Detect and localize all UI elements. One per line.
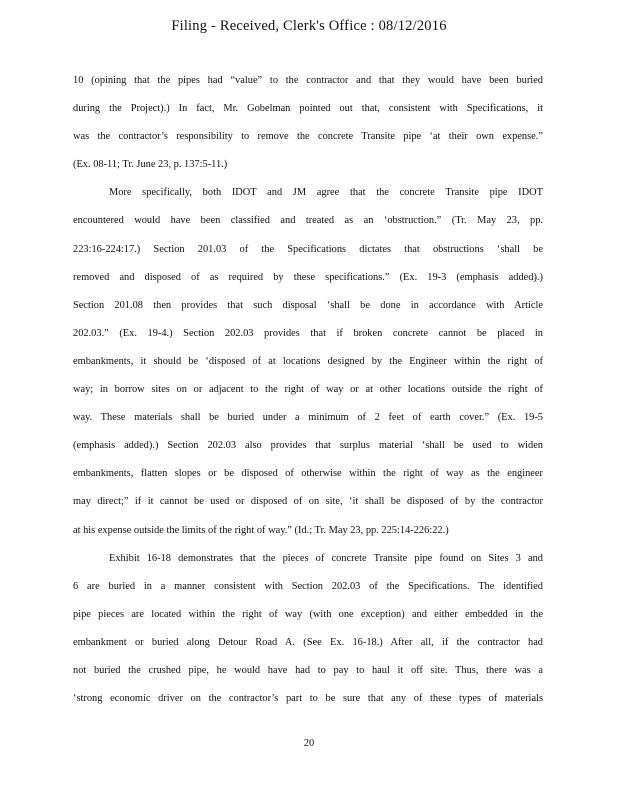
text-line: (emphasis added).) Section 202.03 also provides that surplus material ‘shall be used to widen [73,440,543,452]
text-line: embankment or buried along Detour Road A. (See Ex. 16-18.) After all, if the contractor had [73,636,543,648]
document-body [73,67,543,713]
text-line: during the Project).) In fact, Mr. Gobelman pointed out that, consistent with Specifications, it [73,103,543,115]
text-line: 202.03.” (Ex. 19-4.) Section 202.03 provides that if broken concrete cannot be placed in [73,327,543,339]
text-line: embankments, it should be ‘disposed of at locations designed by the Engineer within the right of [73,355,543,367]
filing-header: Filing - Received, Clerk's Office : 08/12/2016 [171,18,447,34]
text-line: at his expense outside the limits of the right of way.” (Id.; Tr. May 23, pp. 225:14-226:22.) [73,524,449,536]
text-line: removed and disposed of as required by these specifications.” (Ex. 19-3 (emphasis added).) [73,271,543,283]
text-line: 223:16-224:17.) Section 201.03 of the Specifications dictates that obstructions ‘shall be [73,243,543,255]
text-line: Section 201.08 then provides that such disposal ‘shall be done in accordance with Article [73,299,543,311]
text-line: pipe pieces are located within the right of way (with one exception) and either embedded in the [73,608,543,620]
text-line: 10 (opining that the pipes had “value” to the contractor and that they would have been buried [73,75,543,86]
paragraph [73,67,543,179]
text-line: ‘strong economic driver on the contractor’s part to be sure that any of these types of materials [73,693,543,705]
paragraph [73,179,543,544]
text-line: Exhibit 16-18 demonstrates that the pieces of concrete Transite pipe found on Sites 3 and [109,552,543,564]
text-line: not buried the crushed pipe, he would have had to pay to haul it off site. Thus, there was a [73,664,543,676]
text-line: may direct;” if it cannot be used or disposed of on site, ‘it shall be disposed of by the contractor [73,496,543,508]
text-line: 6 are buried in a manner consistent with Section 202.03 of the Specifications. The identified [73,580,543,592]
text-line: was the contractor’s responsibility to remove the concrete Transite pipe ‘at their own expense.” [73,131,543,143]
page-number: 20 [303,738,315,749]
text-line: More specifically, both IDOT and JM agree that the concrete Transite pipe IDOT [109,187,543,199]
text-line: way. These materials shall be buried under a minimum of 2 feet of earth cover.” (Ex. 19-5 [73,412,543,424]
text-line: (Ex. 08-11; Tr. June 23, p. 137:5-11.) [73,159,228,171]
paragraph [73,545,543,714]
text-line: encountered would have been classified and treated as an ‘obstruction.” (Tr. May 23, pp. [73,215,543,227]
text-line: way; in borrow sites on or adjacent to the right of way or at other locations outside the right of [73,384,543,396]
text-line: embankments, flatten slopes or be disposed of otherwise within the right of way as the engineer [73,468,543,480]
